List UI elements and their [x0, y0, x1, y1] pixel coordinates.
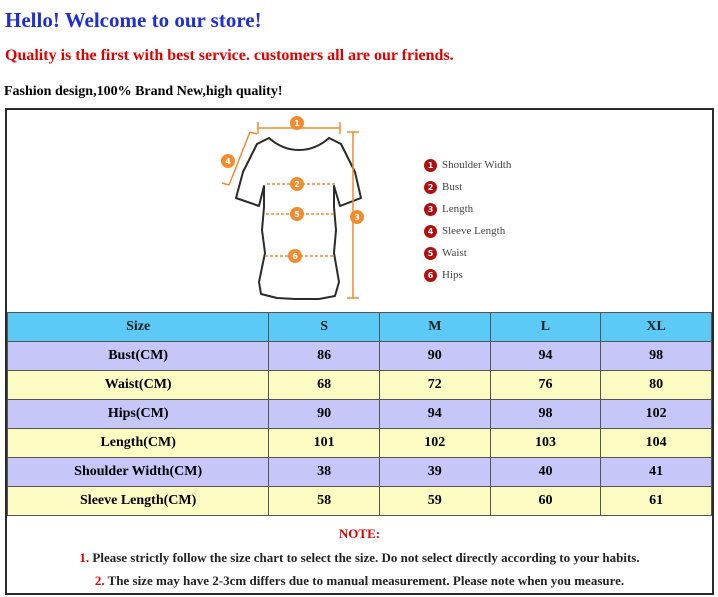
measurement-diagram — [7, 110, 712, 312]
row-label: Waist(CM) — [8, 371, 269, 400]
row-label: Sleeve Length(CM) — [8, 487, 269, 516]
size-table — [7, 312, 712, 516]
legend-item-hips — [424, 264, 511, 286]
legend-item-bust — [424, 176, 511, 198]
column-header: Size — [8, 313, 269, 342]
legend-number-icon: 6 — [424, 269, 437, 282]
quality-tagline: Quality is the first with best service. customers all are our friends. — [5, 47, 454, 64]
table-cell: 59 — [379, 487, 490, 516]
legend-item-waist — [424, 242, 511, 264]
row-label: Length(CM) — [8, 429, 269, 458]
note-text: Please strictly follow the size chart to select the size. Do not select directly according to your habits. — [92, 550, 640, 565]
table-cell: 60 — [490, 487, 601, 516]
size-chart-panel — [5, 108, 714, 595]
marker-2-icon — [290, 177, 304, 191]
svg-text:3: 3 — [354, 213, 360, 222]
table-cell: 102 — [379, 429, 490, 458]
table-cell: 68 — [269, 371, 380, 400]
note-number: 1. — [79, 550, 90, 565]
legend-label: Waist — [442, 247, 467, 259]
measurement-legend — [424, 154, 511, 286]
fashion-tagline: Fashion design,100% Brand New,high quality! — [4, 84, 283, 99]
note-number: 2. — [94, 573, 105, 588]
legend-label: Sleeve Length — [442, 225, 506, 237]
svg-text:2: 2 — [294, 180, 300, 189]
table-cell: 98 — [490, 400, 601, 429]
legend-label: Shoulder Width — [442, 159, 512, 171]
svg-text:6: 6 — [292, 252, 298, 261]
note-item-1 — [7, 546, 712, 569]
measurement-markers — [7, 110, 712, 312]
table-cell: 90 — [379, 342, 490, 371]
column-header: L — [490, 313, 601, 342]
legend-number-icon: 1 — [424, 159, 437, 172]
row-label: Bust(CM) — [8, 342, 269, 371]
legend-number-icon: 2 — [424, 181, 437, 194]
table-cell: 90 — [269, 400, 380, 429]
table-row — [8, 458, 712, 487]
table-cell: 104 — [601, 429, 712, 458]
table-row — [8, 342, 712, 371]
svg-text:4: 4 — [225, 157, 231, 166]
table-cell: 72 — [379, 371, 490, 400]
marker-5-icon — [290, 207, 304, 221]
legend-item-sleeve-length — [424, 220, 511, 242]
notes-section — [7, 522, 712, 592]
table-cell: 101 — [269, 429, 380, 458]
marker-6-icon — [288, 249, 302, 263]
table-cell: 94 — [490, 342, 601, 371]
column-header: XL — [601, 313, 712, 342]
table-row — [8, 400, 712, 429]
table-cell: 40 — [490, 458, 601, 487]
legend-label: Length — [442, 203, 474, 215]
legend-item-shoulder-width — [424, 154, 511, 176]
table-row — [8, 487, 712, 516]
column-header: M — [379, 313, 490, 342]
legend-number-icon: 3 — [424, 203, 437, 216]
table-cell: 103 — [490, 429, 601, 458]
marker-1-icon — [290, 116, 304, 130]
table-header-row — [8, 313, 712, 342]
column-header: S — [269, 313, 380, 342]
table-cell: 41 — [601, 458, 712, 487]
table-row — [8, 429, 712, 458]
row-label: Shoulder Width(CM) — [8, 458, 269, 487]
legend-label: Bust — [442, 181, 463, 193]
table-cell: 61 — [601, 487, 712, 516]
table-cell: 80 — [601, 371, 712, 400]
note-text: The size may have 2-3cm differs due to manual measurement. Please note when you measure. — [107, 573, 625, 588]
marker-3-icon — [350, 210, 364, 224]
table-cell: 38 — [269, 458, 380, 487]
table-cell: 86 — [269, 342, 380, 371]
marker-4-icon — [221, 154, 235, 168]
table-row — [8, 371, 712, 400]
legend-number-icon: 4 — [424, 225, 437, 238]
table-cell: 102 — [601, 400, 712, 429]
welcome-heading: Hello! Welcome to our store! — [5, 8, 262, 32]
svg-text:1: 1 — [294, 119, 300, 128]
table-cell: 58 — [269, 487, 380, 516]
table-cell: 76 — [490, 371, 601, 400]
note-item-2 — [7, 569, 712, 592]
table-cell: 39 — [379, 458, 490, 487]
table-cell: 98 — [601, 342, 712, 371]
legend-item-length — [424, 198, 511, 220]
table-cell: 94 — [379, 400, 490, 429]
legend-number-icon: 5 — [424, 247, 437, 260]
legend-label: Hips — [442, 269, 463, 281]
note-title: NOTE: — [338, 526, 381, 541]
row-label: Hips(CM) — [8, 400, 269, 429]
svg-text:5: 5 — [294, 210, 300, 219]
